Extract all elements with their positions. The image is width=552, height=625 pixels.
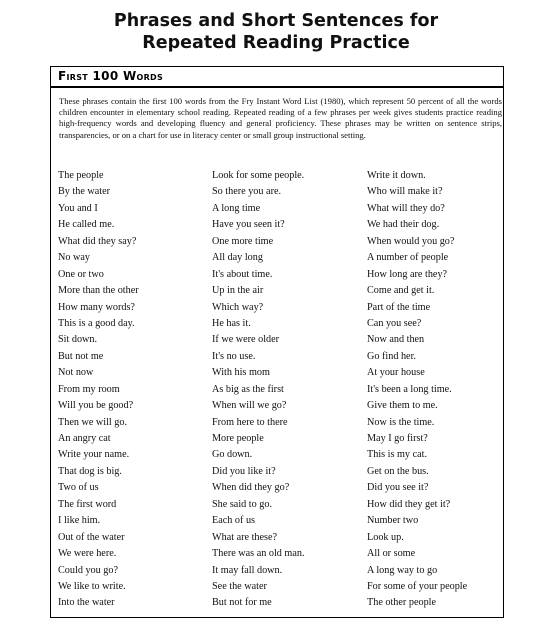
- phrase-item: Which way?: [212, 301, 264, 313]
- phrase-item: Into the water: [58, 597, 115, 609]
- heading-divider: [51, 86, 503, 88]
- phrase-item: Two of us: [58, 482, 99, 494]
- phrase-item: No way: [58, 252, 90, 264]
- phrase-item: See the water: [212, 580, 267, 592]
- phrase-item: It's about time.: [212, 268, 273, 280]
- phrase-item: A long way to go: [367, 564, 438, 576]
- phrase-item: Get on the bus.: [367, 465, 429, 477]
- phrase-item: We like to write.: [58, 580, 126, 592]
- section-heading: First 100 Words: [58, 69, 164, 83]
- phrase-item: Who will make it?: [367, 186, 443, 198]
- phrase-item: When will we go?: [212, 400, 287, 412]
- phrase-item: It may fall down.: [212, 564, 283, 576]
- phrase-item: What did they say?: [58, 235, 137, 247]
- phrase-item: Will you be good?: [58, 400, 134, 412]
- phrase-item: All day long: [212, 252, 263, 264]
- phrase-item: What are these?: [212, 531, 278, 543]
- phrase-item: Write it down.: [367, 170, 426, 181]
- phrase-item: Write your name.: [58, 449, 130, 461]
- phrase-item: Go down.: [212, 449, 253, 461]
- phrase-item: More people: [212, 433, 264, 444]
- phrase-item: Now is the time.: [367, 416, 435, 428]
- phrase-item: With his mom: [212, 367, 270, 379]
- phrase-item: If we were older: [212, 334, 280, 346]
- phrase-item: By the water: [58, 186, 111, 198]
- phrase-item: A number of people: [367, 252, 449, 264]
- phrase-column-1: [58, 168, 208, 612]
- phrase-item: This is my cat.: [367, 449, 427, 461]
- phrase-item: Did you like it?: [212, 465, 276, 477]
- intro-paragraph: These phrases contain the first 100 words from the Fry Instant Word List (1980), which represent 50 percent of all the words children encounter in elementary school reading. Repeated reading of a few phrases per week gives students practice reading high-frequency words and developing fluency and general proficiency. These phrases may be written on sentence strips, transparencies, or on a chart for use in literacy center or small group instructional setting.: [59, 96, 502, 140]
- phrase-item: It's been a long time.: [367, 383, 452, 395]
- phrase-item: Have you seen it?: [212, 219, 285, 231]
- phrase-item: Each of us: [212, 515, 255, 527]
- phrase-item: But not me: [58, 350, 104, 362]
- phrase-item: Now and then: [367, 334, 425, 346]
- phrase-item: Go find her.: [367, 350, 416, 362]
- phrase-item: She said to go.: [212, 498, 272, 510]
- phrase-item: We had their dog.: [367, 219, 440, 231]
- phrase-item: When did they go?: [212, 482, 290, 494]
- phrase-item: One or two: [58, 268, 104, 280]
- phrase-item: Then we will go.: [58, 416, 128, 428]
- phrase-column-3: [367, 168, 517, 612]
- phrase-item: One more time: [212, 235, 274, 247]
- phrase-item: Number two: [367, 515, 419, 527]
- page-title: [0, 10, 552, 54]
- phrase-item: Can you see?: [367, 317, 422, 329]
- phrase-item: Look for some people.: [212, 170, 305, 181]
- phrase-item: How long are they?: [367, 268, 448, 280]
- phrase-item: The other people: [367, 597, 437, 609]
- phrase-column-2: [212, 168, 362, 612]
- title-line-1: Phrases and Short Sentences for: [113, 11, 439, 31]
- phrase-item: From here to there: [212, 416, 288, 428]
- phrase-item: You and I: [58, 202, 98, 214]
- phrase-item: So there you are.: [212, 186, 282, 198]
- phrase-item: How did they get it?: [367, 498, 451, 510]
- phrase-item: All or some: [367, 548, 416, 560]
- phrase-item: He has it.: [212, 317, 251, 329]
- phrase-item: There was an old man.: [212, 548, 305, 560]
- phrase-item: That dog is big.: [58, 465, 122, 477]
- phrase-item: Give them to me.: [367, 400, 438, 412]
- phrase-item: At your house: [367, 367, 425, 379]
- phrase-item: Sit down.: [58, 334, 98, 346]
- phrase-item: Could you go?: [58, 564, 118, 576]
- phrase-item: How many words?: [58, 301, 135, 313]
- phrase-item: Not now: [58, 367, 94, 379]
- phrase-item: As big as the first: [212, 383, 284, 395]
- phrase-item: But not for me: [212, 597, 272, 609]
- phrase-item: Up in the air: [212, 285, 264, 297]
- phrase-item: For some of your people: [367, 580, 468, 592]
- phrase-item: When would you go?: [367, 235, 455, 247]
- phrase-item: This is a good day.: [58, 317, 135, 329]
- phrase-item: Come and get it.: [367, 285, 435, 297]
- phrase-item: I like him.: [58, 515, 101, 527]
- phrase-item: The first word: [58, 498, 117, 510]
- phrase-item: What will they do?: [367, 202, 445, 214]
- phrase-item: From my room: [58, 383, 120, 395]
- phrase-item: Did you see it?: [367, 482, 429, 494]
- phrase-item: Look up.: [367, 531, 404, 543]
- phrase-item: Out of the water: [58, 531, 125, 543]
- title-line-2: Repeated Reading Practice: [142, 33, 410, 53]
- phrase-item: Part of the time: [367, 301, 431, 313]
- phrase-item: He called me.: [58, 219, 115, 231]
- phrase-item: More than the other: [58, 285, 139, 297]
- phrase-item: An angry cat: [58, 433, 111, 444]
- phrase-item: The people: [58, 170, 104, 181]
- phrase-item: It's no use.: [212, 350, 256, 362]
- phrase-item: A long time: [212, 202, 261, 214]
- phrase-item: We were here.: [58, 548, 117, 560]
- phrase-item: May I go first?: [367, 433, 428, 444]
